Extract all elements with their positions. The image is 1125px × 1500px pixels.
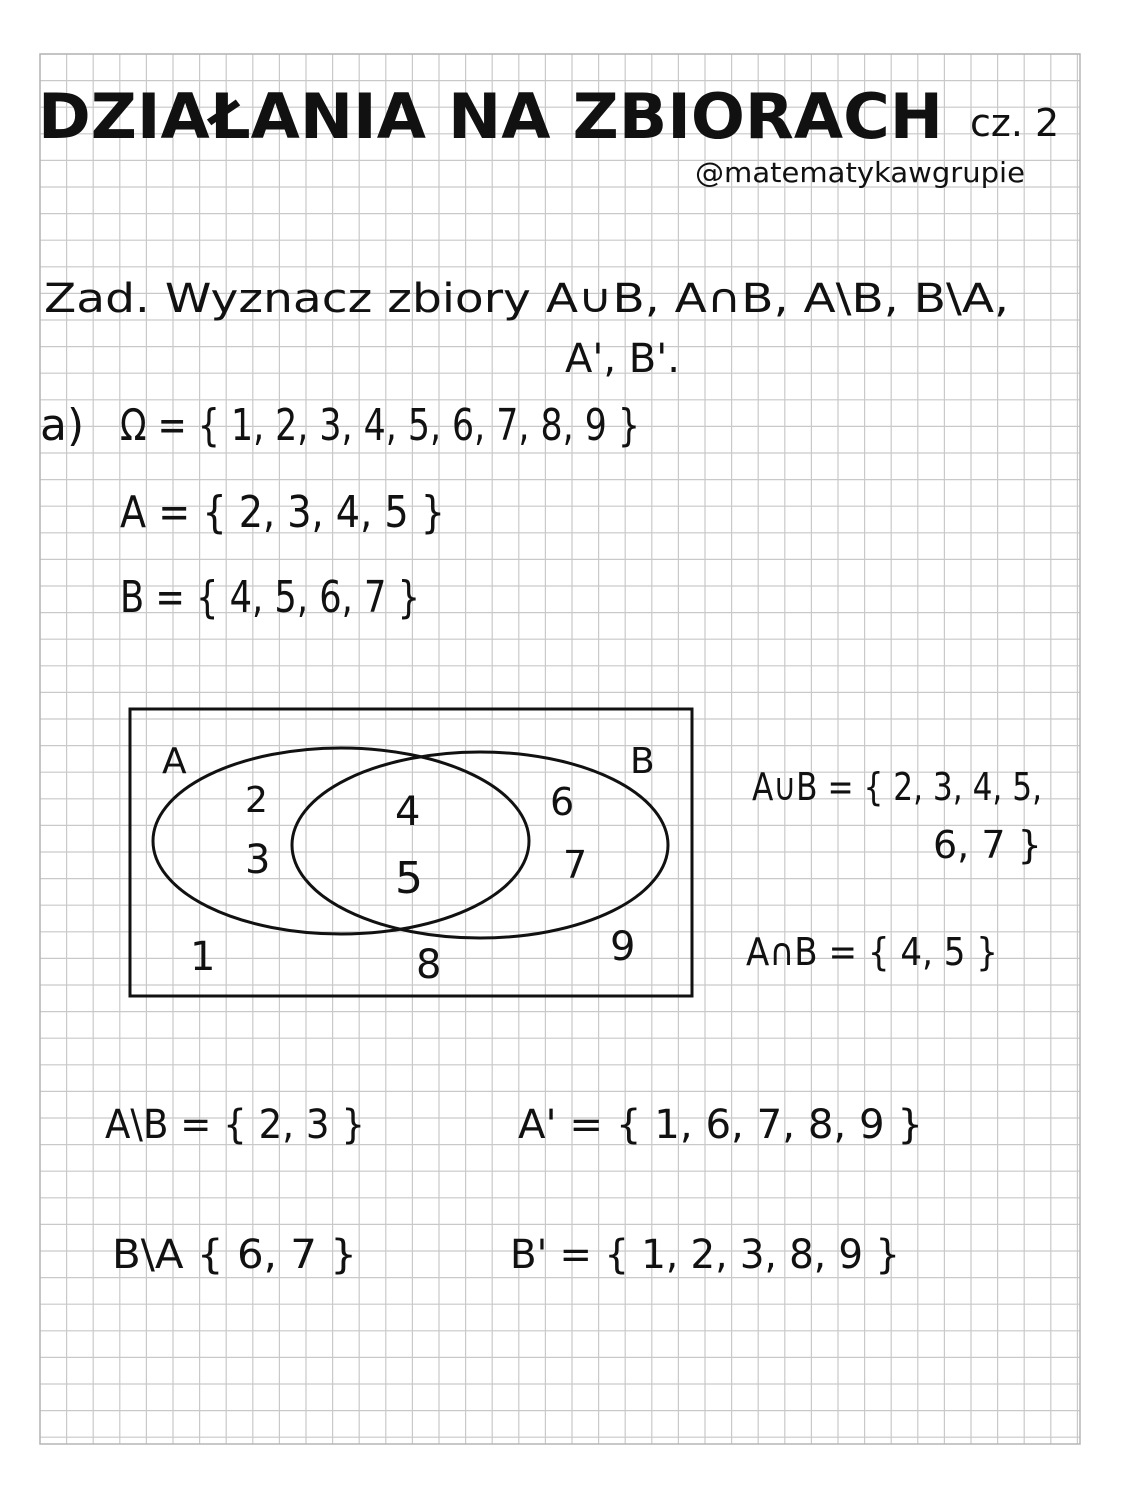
union-result-line-2: 6, 7 }	[933, 823, 1042, 867]
author-handle: @matematykawgrupie	[695, 156, 1025, 189]
venn-outside-2: 8	[416, 942, 442, 988]
b-minus-a-result: B\A { 6, 7 }	[112, 1232, 357, 1278]
union-result-line-1: A∪B = { 2, 3, 4, 5,	[752, 765, 1042, 809]
page-part: cz. 2	[970, 101, 1060, 145]
a-complement-result: A' = { 1, 6, 7, 8, 9 }	[518, 1102, 923, 1148]
venn-only-a-2: 3	[245, 837, 271, 883]
venn-only-a-1: 2	[245, 780, 268, 821]
venn-label-b: B	[630, 741, 655, 782]
omega-set: Ω = { 1, 2, 3, 4, 5, 6, 7, 8, 9 }	[120, 400, 640, 451]
set-a-definition: A = { 2, 3, 4, 5 }	[120, 487, 445, 538]
venn-only-b-1: 6	[550, 780, 575, 824]
task-line-1: Zad. Wyznacz zbiory A∪B, A∩B, A\B, B\A,	[44, 276, 1009, 322]
a-minus-b-result: A\B = { 2, 3 }	[105, 1102, 365, 1148]
venn-outside-3: 9	[610, 924, 636, 970]
part-label: a)	[40, 400, 85, 451]
venn-only-b-2: 7	[563, 843, 588, 887]
page-title: DZIAŁANIA NA ZBIORACH	[38, 80, 943, 153]
task-line-2: A', B'.	[565, 336, 680, 382]
intersection-result: A∩B = { 4, 5 }	[746, 930, 998, 974]
venn-label-a: A	[162, 741, 187, 782]
b-complement-result: B' = { 1, 2, 3, 8, 9 }	[510, 1232, 900, 1278]
venn-outside-1: 1	[190, 934, 216, 980]
venn-both-1: 4	[395, 789, 421, 835]
venn-both-2: 5	[395, 853, 423, 904]
set-b-definition: B = { 4, 5, 6, 7 }	[120, 572, 420, 623]
